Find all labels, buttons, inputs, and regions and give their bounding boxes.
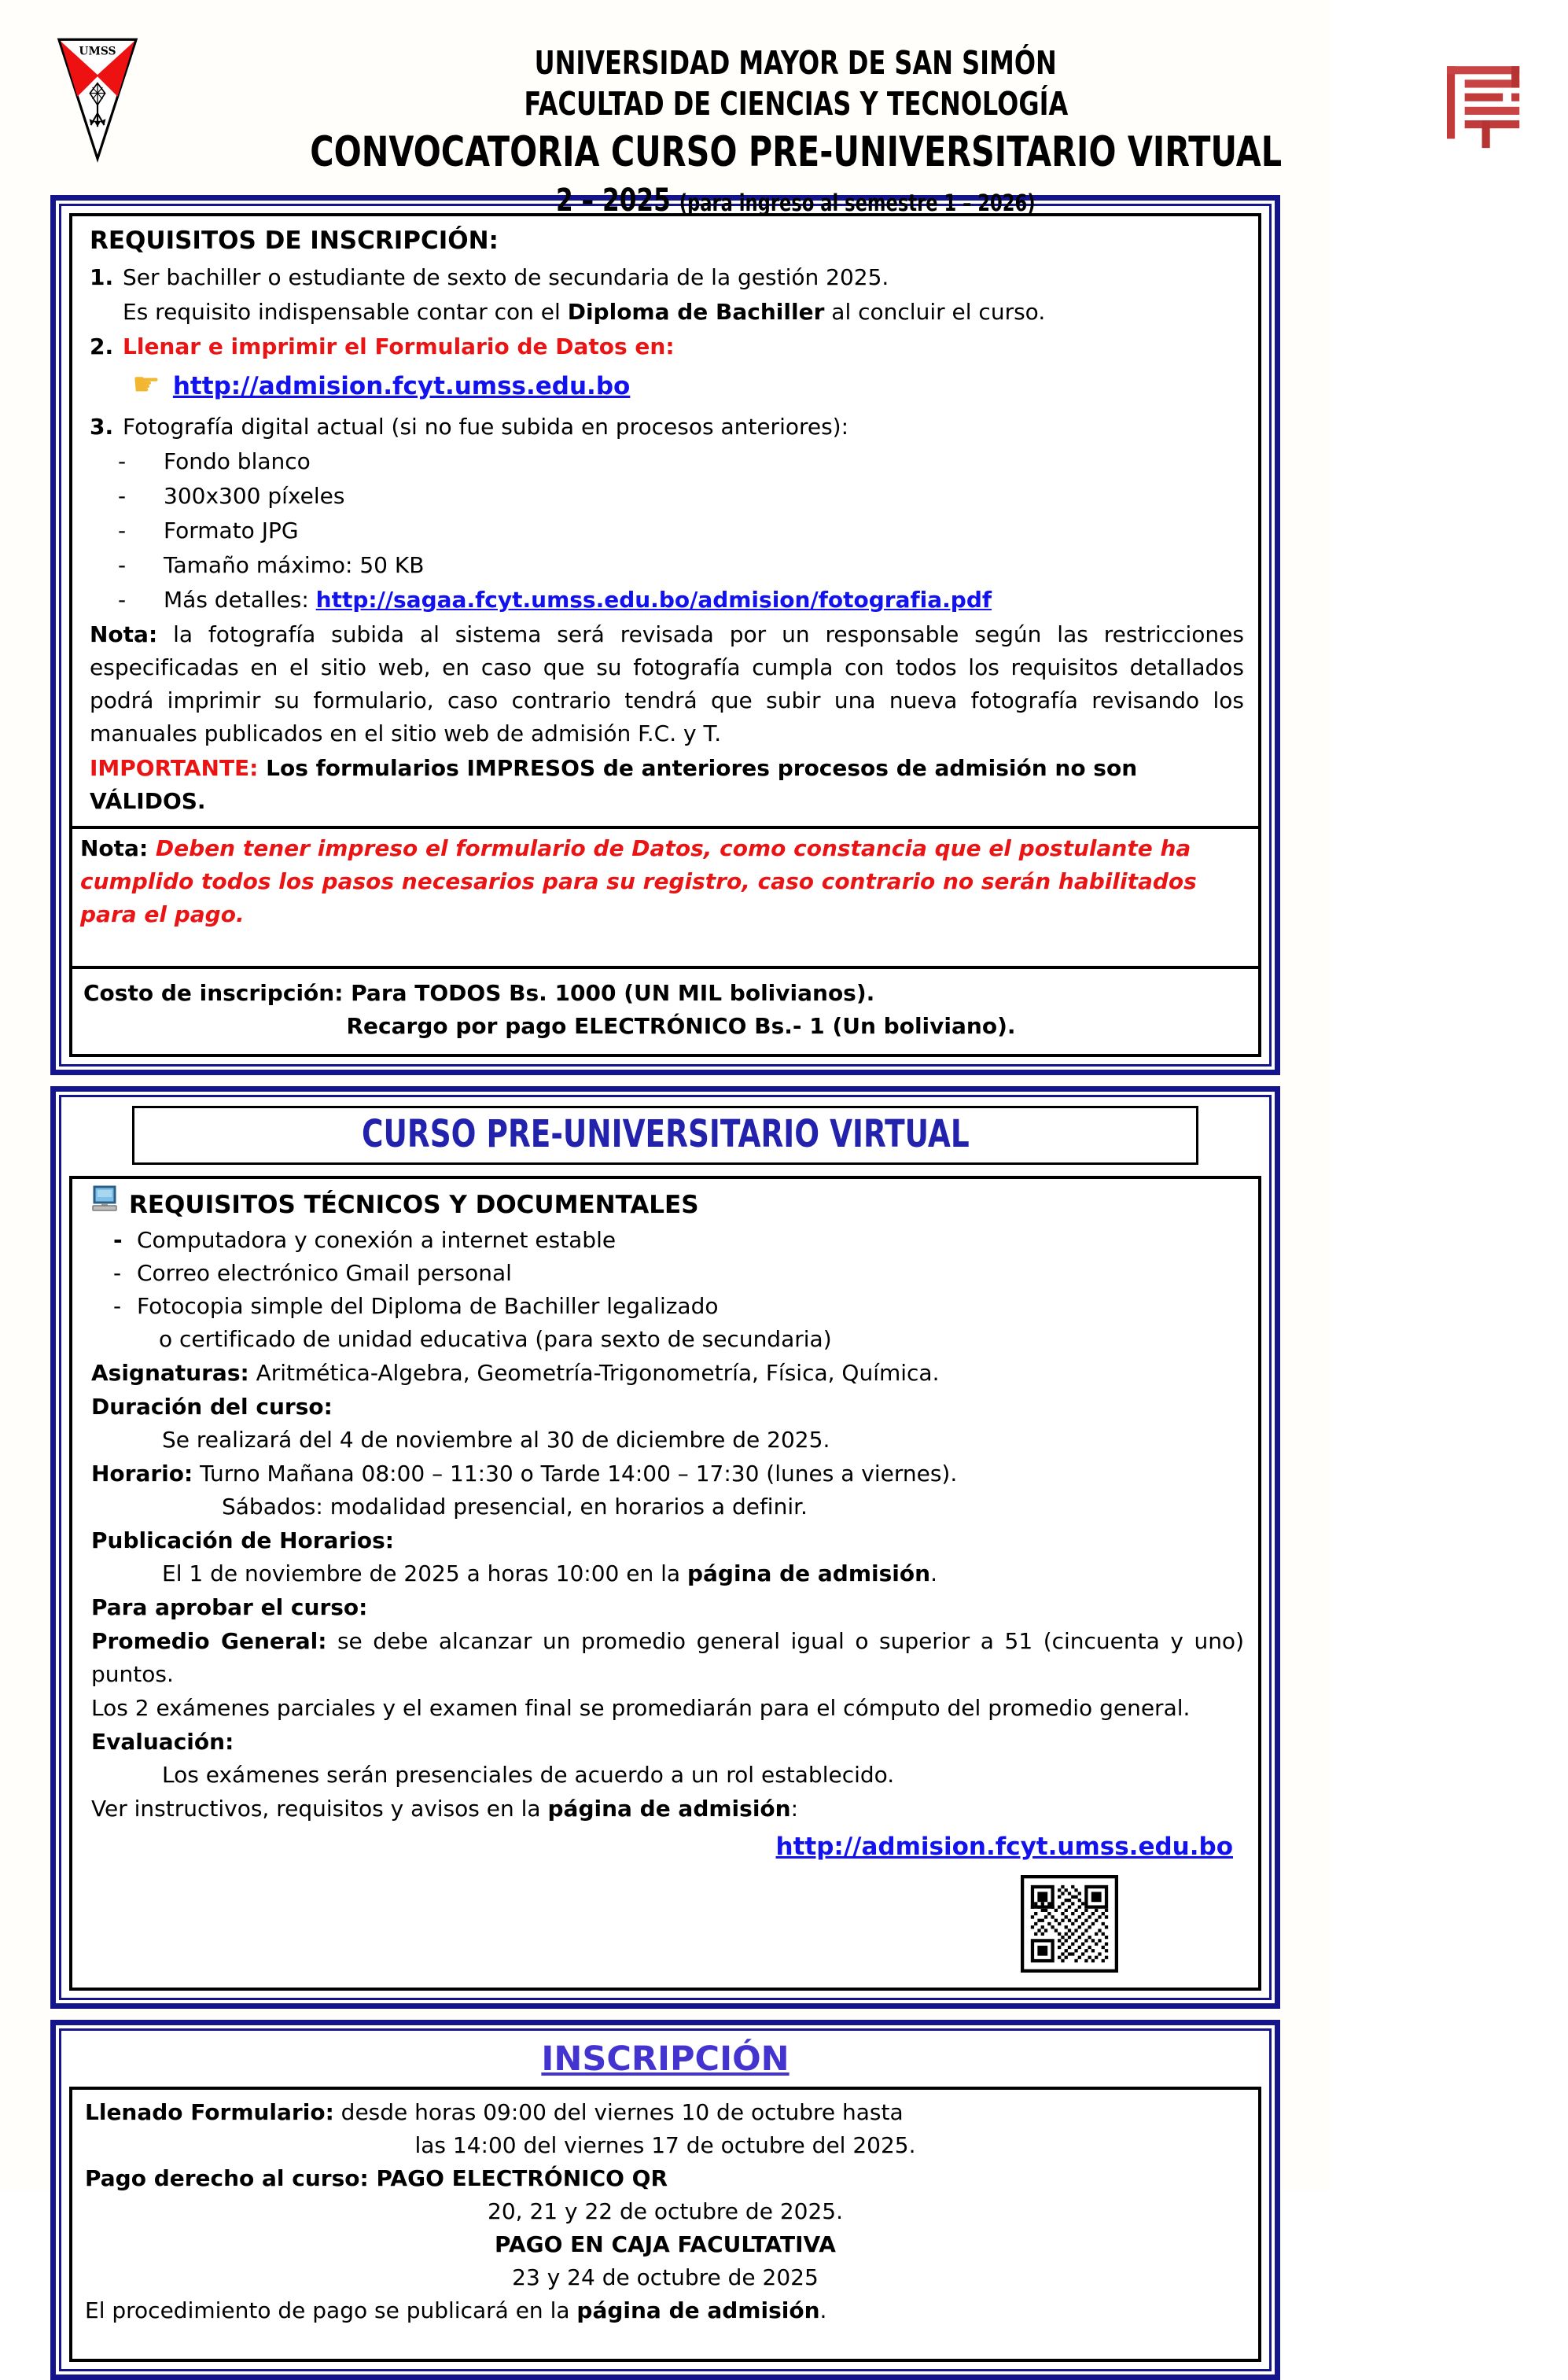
- req-item-certificado: o certificado de unidad educativa (para sexto de secundaria): [159, 1325, 832, 1352]
- inscripcion-section: [69, 2087, 1261, 2362]
- umss-logo: [55, 36, 173, 171]
- qr-code: [1021, 1873, 1118, 1975]
- pago-fechas: 20, 21 y 22 de octubre de 2025.: [488, 2198, 843, 2224]
- nota-fotografia: Nota: la fotografía subida al sistema será revisada por un responsable según las restricciones especificadas en el sitio web, en caso que su fotografía cumpla con todos los requisitos detallados podrá imprimir su formulario, caso contrario tendrá que subir una nueva fotografía revisando los manuales publicados en el sitio web de admisión F.C. y T.: [90, 621, 1244, 746]
- admision-link-2[interactable]: http://admision.fcyt.umss.edu.bo: [775, 1832, 1233, 1861]
- fotografia-pdf-link[interactable]: http://sagaa.fcyt.umss.edu.bo/admision/fotografia.pdf: [315, 587, 992, 613]
- llenado-line: Llenado Formulario: desde horas 09:00 del viernes 10 de octubre hasta: [85, 2098, 904, 2125]
- req-item-fotocopia: - Fotocopia simple del Diploma de Bachiller legalizado: [113, 1292, 719, 1319]
- horario-line: Horario: Turno Mañana 08:00 – 11:30 o Tarde 14:00 – 17:30 (lunes a viernes).: [91, 1460, 958, 1487]
- requisito-item-2: 2. Llenar e imprimir el Formulario de Datos en:: [90, 333, 675, 359]
- document-header: [0, 0, 1331, 219]
- admision-link-row-2: [86, 1829, 1244, 1866]
- foto-bullet-tamano: - Tamaño máximo: 50 KB: [118, 552, 425, 578]
- llenado-line-2: las 14:00 del viernes 17 de octubre del 2025.: [414, 2131, 916, 2158]
- caja-line: PAGO EN CAJA FACULTATIVA: [495, 2231, 836, 2257]
- requisito-item-3: 3. Fotografía digital actual (si no fue subida en procesos anteriores):: [90, 414, 849, 440]
- req-tecnicos-title: REQUISITOS TÉCNICOS Y DOCUMENTALES: [86, 1186, 1244, 1224]
- requisitos-title: REQUISITOS DE INSCRIPCIÓN:: [90, 227, 499, 255]
- horario-sabados-line: Sábados: modalidad presencial, en horarios a definir.: [222, 1493, 808, 1520]
- nota-formulario-section: Nota: Deben tener impreso el formulario de Datos, como constancia que el postulante ha cumplido todos los pasos necesarios para su registro, caso contrario no serán habilitados para el pago.: [69, 826, 1261, 969]
- fcyt-bars-icon: [1433, 50, 1568, 162]
- admision-link[interactable]: http://admision.fcyt.umss.edu.bo: [172, 371, 631, 400]
- edition-number: 2 – 2025: [556, 182, 672, 219]
- importante-note: IMPORTANTE: Los formularios IMPRESOS de anteriores procesos de admisión no son VÁLIDOS.: [90, 755, 1138, 814]
- aprobar-label: Para aprobar el curso:: [91, 1593, 368, 1620]
- foto-bullet-detalles: - Más detalles: http://sagaa.fcyt.umss.edu.bo/admision/fotografia.pdf: [118, 587, 992, 613]
- asignaturas-line: Asignaturas: Aritmética-Algebra, Geometría-Trigonometría, Física, Química.: [91, 1359, 940, 1386]
- req-item-correo: - Correo electrónico Gmail personal: [113, 1259, 512, 1286]
- caja-fechas: 23 y 24 de octubre de 2025: [512, 2264, 819, 2290]
- requisito-item-1b: Es requisito indispensable contar con el Diploma de Bachiller al concluir el curso.: [123, 298, 1046, 325]
- publicacion-line: El 1 de noviembre de 2025 a horas 10:00 en la página de admisión.: [162, 1560, 937, 1586]
- university-name: UNIVERSIDAD MAYOR DE SAN SIMÓN: [535, 44, 1058, 82]
- requisitos-frame: [50, 195, 1280, 1075]
- duracion-label: Duración del curso:: [91, 1393, 333, 1420]
- curso-section: [69, 1176, 1261, 1991]
- requisito-item-1: 1. Ser bachiller o estudiante de sexto de secundaria de la gestión 2025.: [90, 263, 889, 290]
- svg-text:UMSS: UMSS: [79, 45, 116, 58]
- inscripcion-frame: [50, 2020, 1280, 2380]
- computer-icon: [91, 1186, 120, 1224]
- page-title: CONVOCATORIA CURSO PRE-UNIVERSITARIO VIRTUAL: [310, 127, 1283, 176]
- pago-line: Pago derecho al curso: PAGO ELECTRÓNICO QR: [85, 2164, 668, 2191]
- foto-bullet-fondo: - Fondo blanco: [118, 448, 311, 474]
- foto-bullet-pixeles: - 300x300 píxeles: [118, 483, 345, 509]
- ver-instructivos-line: Ver instructivos, requisitos y avisos en la página de admisión:: [91, 1795, 799, 1822]
- requisitos-section: [69, 213, 1261, 829]
- evaluacion-line: Los exámenes serán presenciales de acuerdo a un rol establecido.: [162, 1761, 895, 1788]
- curso-title-box: [132, 1106, 1198, 1165]
- examenes-line: Los 2 exámenes parciales y el examen final se promediarán para el cómputo del promedio general.: [91, 1694, 1191, 1721]
- finger-pointer-icon: ☛: [132, 366, 160, 403]
- inscripcion-title: INSCRIPCIÓN: [541, 2039, 790, 2080]
- fcyt-logo: [1419, 36, 1568, 171]
- duracion-line: Se realizará del 4 de noviembre al 30 de diciembre de 2025.: [162, 1426, 830, 1453]
- umss-pennant-icon: [55, 36, 140, 162]
- costo-line: Costo de inscripción: Para TODOS Bs. 1000 (UN MIL bolivianos).: [83, 980, 875, 1006]
- curso-title: CURSO PRE-UNIVERSITARIO VIRTUAL: [361, 1112, 970, 1156]
- edition-note: (para ingreso al semestre 1 – 2026): [679, 190, 1036, 217]
- procedimiento-line: El procedimiento de pago se publicará en la página de admisión.: [85, 2297, 827, 2323]
- qr-code-row: [86, 1873, 1244, 1975]
- costo-section: [69, 966, 1261, 1057]
- faculty-name: FACULTAD DE CIENCIAS Y TECNOLOGÍA: [524, 85, 1069, 123]
- curso-frame: [50, 1086, 1280, 2009]
- recargo-line: Recargo por pago ELECTRÓNICO Bs.- 1 (Un boliviano).: [346, 1013, 1016, 1039]
- req-item-computadora: - Computadora y conexión a internet estable: [113, 1226, 617, 1253]
- evaluacion-label: Evaluación:: [91, 1728, 234, 1755]
- promedio-line: Promedio General: se debe alcanzar un promedio general igual o superior a 51 (cincuenta y uno) puntos.: [91, 1627, 1244, 1687]
- publicacion-label: Publicación de Horarios:: [91, 1527, 394, 1553]
- foto-bullet-formato: - Formato JPG: [118, 518, 299, 543]
- admision-link-row: [86, 368, 1244, 405]
- header-titles: [173, 36, 1419, 219]
